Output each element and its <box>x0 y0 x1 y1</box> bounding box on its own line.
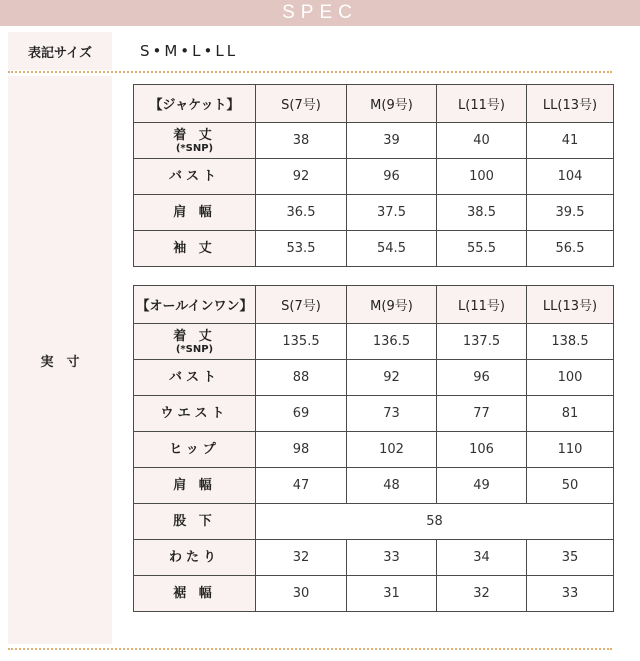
allinone-size-table <box>133 285 614 612</box>
table-header-row <box>134 85 614 123</box>
value-cell: 104 <box>527 159 614 195</box>
size-header-cell: L(11号) <box>437 286 527 324</box>
row-label: 袖 丈 <box>173 241 216 256</box>
value-cell: 135.5 <box>256 324 347 360</box>
value-cell: 92 <box>256 159 347 195</box>
value-cell: 110 <box>527 432 614 468</box>
spec-header: SPEC <box>0 0 640 26</box>
row-label: ウエスト <box>160 406 229 421</box>
row-label: 股 下 <box>173 514 216 529</box>
value-cell: 49 <box>437 468 527 504</box>
size-label: 表記サイズ <box>8 32 112 70</box>
value-cell: 88 <box>256 360 347 396</box>
value-cell: 100 <box>437 159 527 195</box>
value-cell: 39.5 <box>527 195 614 231</box>
value-cell: 32 <box>437 576 527 612</box>
value-cell: 106 <box>437 432 527 468</box>
divider <box>8 648 612 650</box>
value-cell: 73 <box>347 396 437 432</box>
value-cell: 136.5 <box>347 324 437 360</box>
row-label-cell <box>134 324 256 360</box>
size-header-cell: S(7号) <box>256 85 347 123</box>
value-cell: 100 <box>527 360 614 396</box>
row-label-cell <box>134 540 256 576</box>
table-row <box>134 123 614 159</box>
row-label-cell <box>134 468 256 504</box>
value-cell: 38.5 <box>437 195 527 231</box>
value-cell: 54.5 <box>347 231 437 267</box>
value-cell: 33 <box>347 540 437 576</box>
value-cell: 32 <box>256 540 347 576</box>
table-row <box>134 468 614 504</box>
value-cell: 38 <box>256 123 347 159</box>
size-values: S•M•L•LL <box>140 42 239 60</box>
table-row <box>134 432 614 468</box>
value-cell: 55.5 <box>437 231 527 267</box>
row-label: 肩 幅 <box>173 205 216 220</box>
table-row <box>134 231 614 267</box>
value-cell: 98 <box>256 432 347 468</box>
table-row <box>134 504 614 540</box>
value-cell: 96 <box>437 360 527 396</box>
size-header-cell: LL(13号) <box>527 286 614 324</box>
value-cell: 47 <box>256 468 347 504</box>
value-cell: 36.5 <box>256 195 347 231</box>
value-cell: 56.5 <box>527 231 614 267</box>
row-label-cell <box>134 360 256 396</box>
value-cell: 48 <box>347 468 437 504</box>
size-header-cell: S(7号) <box>256 286 347 324</box>
row-label-cell <box>134 159 256 195</box>
row-label-cell <box>134 576 256 612</box>
measure-label: 実 寸 <box>8 76 112 644</box>
value-cell: 35 <box>527 540 614 576</box>
table-title-cell: 【ジャケット】 <box>134 85 256 123</box>
table-title-cell: 【オールインワン】 <box>134 286 256 324</box>
value-cell: 92 <box>347 360 437 396</box>
value-cell: 30 <box>256 576 347 612</box>
row-label: 裾 幅 <box>173 586 216 601</box>
value-cell: 69 <box>256 396 347 432</box>
row-label: ヒップ <box>169 442 220 457</box>
table-row <box>134 195 614 231</box>
merged-value-cell: 58 <box>256 504 614 540</box>
row-label-cell <box>134 396 256 432</box>
value-cell: 77 <box>437 396 527 432</box>
value-cell: 40 <box>437 123 527 159</box>
row-label: 着 丈 <box>173 328 216 344</box>
table-row <box>134 360 614 396</box>
value-cell: 31 <box>347 576 437 612</box>
size-header-cell: LL(13号) <box>527 85 614 123</box>
value-cell: 53.5 <box>256 231 347 267</box>
value-cell: 37.5 <box>347 195 437 231</box>
size-header-cell: L(11号) <box>437 85 527 123</box>
size-header-cell: M(9号) <box>347 286 437 324</box>
value-cell: 34 <box>437 540 527 576</box>
row-sublabel: (*SNP) <box>175 142 214 154</box>
row-label: 着 丈 <box>173 127 216 143</box>
value-cell: 96 <box>347 159 437 195</box>
row-label: バスト <box>168 370 220 385</box>
value-cell: 81 <box>527 396 614 432</box>
size-header-cell: M(9号) <box>347 85 437 123</box>
jacket-size-table <box>133 84 614 267</box>
row-label-cell <box>134 432 256 468</box>
row-label: 肩 幅 <box>173 478 216 493</box>
table-row <box>134 540 614 576</box>
value-cell: 138.5 <box>527 324 614 360</box>
row-label-cell <box>134 123 256 159</box>
value-cell: 39 <box>347 123 437 159</box>
row-label: わたり <box>168 550 220 565</box>
table-row <box>134 396 614 432</box>
table-header-row <box>134 286 614 324</box>
divider <box>8 71 612 73</box>
value-cell: 33 <box>527 576 614 612</box>
table-row <box>134 576 614 612</box>
value-cell: 41 <box>527 123 614 159</box>
row-label-cell <box>134 231 256 267</box>
table-row <box>134 159 614 195</box>
table-row <box>134 324 614 360</box>
row-label-cell <box>134 504 256 540</box>
row-label: バスト <box>168 169 220 184</box>
row-sublabel: (*SNP) <box>175 343 214 355</box>
row-label-cell <box>134 195 256 231</box>
value-cell: 137.5 <box>437 324 527 360</box>
value-cell: 102 <box>347 432 437 468</box>
value-cell: 50 <box>527 468 614 504</box>
